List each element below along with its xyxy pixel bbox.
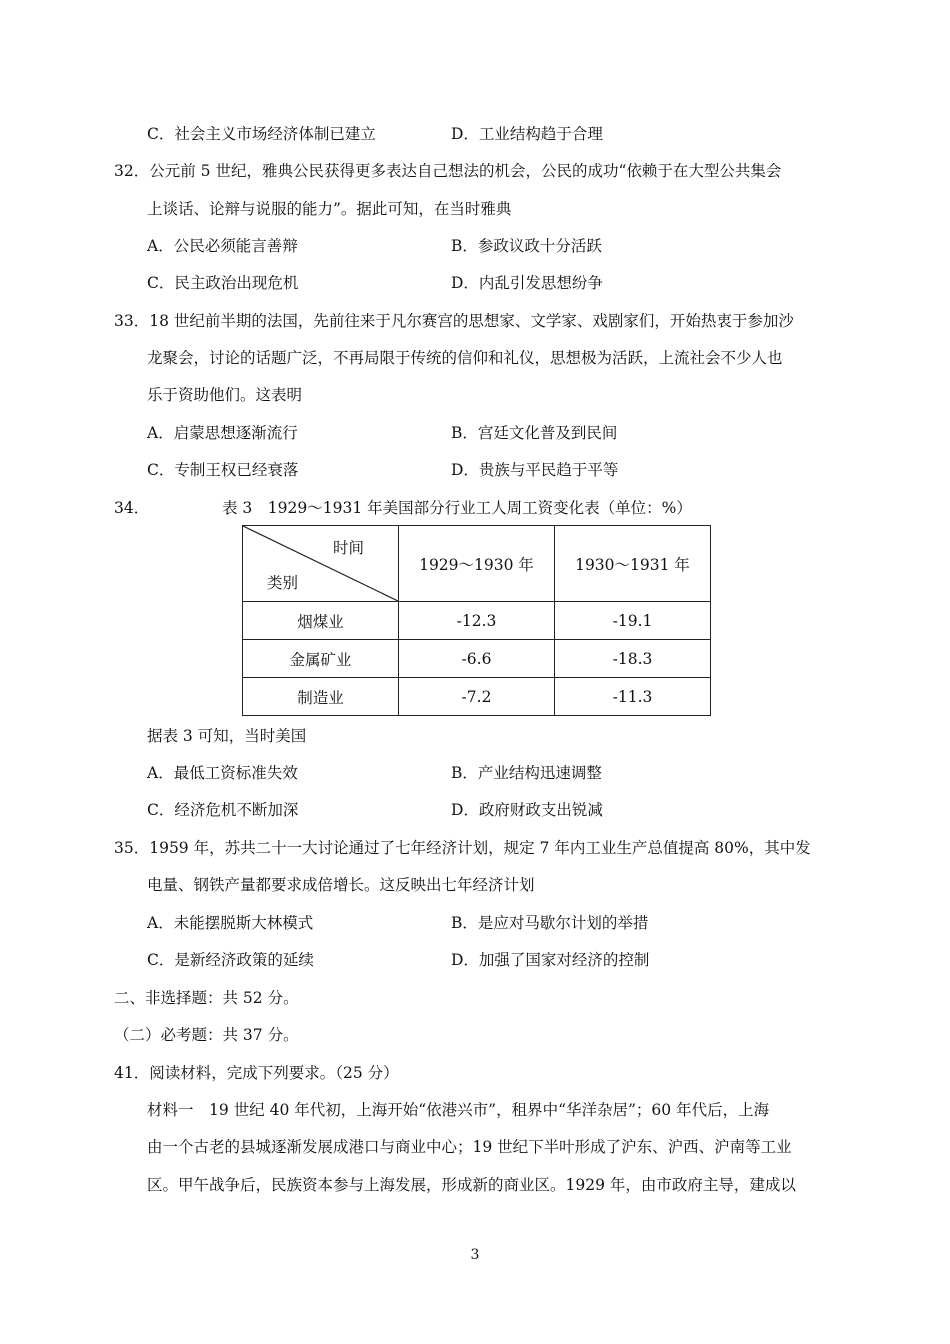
table-row	[243, 678, 711, 716]
q31-option-c: C．社会主义市场经济体制已建立	[147, 125, 376, 143]
q34-option-b: B．产业结构迅速调整	[451, 764, 602, 782]
section-heading: 二、非选择题：共 52 分。	[114, 989, 299, 1007]
q33-option-d: D．贵族与平民趋于平等	[451, 461, 619, 479]
table-cell: -11.3	[555, 678, 711, 716]
q34-option-a: A．最低工资标准失效	[147, 764, 298, 782]
q33-stem-line2: 龙聚会，讨论的话题广泛，不再局限于传统的信仰和礼仪，思想极为活跃，上流社会不少人也	[147, 349, 783, 367]
q32-option-c: C．民主政治出现危机	[147, 274, 299, 292]
q35-option-d: D．加强了国家对经济的控制	[451, 951, 650, 969]
q34-stem: 据表 3 可知，当时美国	[147, 727, 307, 745]
table-row	[243, 640, 711, 678]
q31-option-d: D．工业结构趋于合理	[451, 125, 603, 143]
row-label: 制造业	[243, 678, 399, 716]
q35-stem-line2: 电量、钢铁产量都要求成倍增长。这反映出七年经济计划	[147, 876, 535, 894]
q35-option-c: C．是新经济政策的延续	[147, 951, 314, 969]
q41-material1-line1: 材料一 19 世纪 40 年代初，上海开始“依港兴市”，租界中“华洋杂居”；60 年代后，上海	[147, 1101, 770, 1119]
header-time-label: 时间	[332, 539, 364, 557]
q41-material1-line2: 由一个古老的县城逐渐发展成港口与商业中心；19 世纪下半叶形成了沪东、沪西、沪南等工业	[147, 1138, 792, 1156]
page-number: 3	[470, 1247, 480, 1263]
q34-option-c: C．经济危机不断加深	[147, 801, 299, 819]
q33-option-c: C．专制王权已经衰落	[147, 461, 299, 479]
q33-stem-line3: 乐于资助他们。这表明	[147, 386, 303, 404]
q41-title: 41．阅读材料，完成下列要求。（25 分）	[114, 1064, 399, 1082]
table-cell: -19.1	[555, 602, 711, 640]
table-cell: -12.3	[399, 602, 555, 640]
table-cell: -7.2	[399, 678, 555, 716]
column-header: 1930～1931 年	[555, 526, 711, 602]
q41-material1-line3: 区。甲午战争后，民族资本参与上海发展，形成新的商业区。1929 年，由市政府主导，建成以	[147, 1176, 796, 1194]
q32-option-d: D．内乱引发思想纷争	[451, 274, 603, 292]
q33-option-b: B．宫廷文化普及到民间	[451, 424, 618, 442]
header-category-label: 类别	[267, 574, 299, 592]
wage-change-table	[242, 525, 711, 716]
table-cell: -18.3	[555, 640, 711, 678]
table-cell: -6.6	[399, 640, 555, 678]
row-label: 烟煤业	[243, 602, 399, 640]
q34-number: 34．	[114, 499, 150, 517]
column-header: 1929～1930 年	[399, 526, 555, 602]
subsection-heading: （二）必考题：共 37 分。	[114, 1026, 299, 1044]
q32-stem-line2: 上谈话、论辩与说服的能力”。据此可知，在当时雅典	[147, 200, 512, 218]
q35-option-b: B．是应对马歇尔计划的举措	[451, 914, 649, 932]
q35-stem-line1: 35．1959 年，苏共二十一大讨论通过了七年经济计划，规定 7 年内工业生产总值提高 80%，其中发	[114, 839, 811, 857]
table-corner-cell	[243, 526, 399, 602]
q33-stem-line1: 33．18 世纪前半期的法国，先前往来于凡尔赛宫的思想家、文学家、戏剧家们，开始热衷于参加沙	[114, 312, 794, 330]
q32-option-b: B．参政议政十分活跃	[451, 237, 602, 255]
q34-table-caption: 表 3 1929～1931 年美国部分行业工人周工资变化表（单位：%）	[222, 499, 692, 517]
q35-option-a: A．未能摆脱斯大林模式	[147, 914, 314, 932]
row-label: 金属矿业	[243, 640, 399, 678]
q32-option-a: A．公民必须能言善辩	[147, 237, 298, 255]
q33-option-a: A．启蒙思想逐渐流行	[147, 424, 298, 442]
q32-stem-line1: 32．公元前 5 世纪，雅典公民获得更多表达自己想法的机会，公民的成功“依赖于在大型公共集会	[114, 162, 782, 180]
table-header-row	[243, 526, 711, 602]
q34-option-d: D．政府财政支出锐减	[451, 801, 603, 819]
table-row	[243, 602, 711, 640]
